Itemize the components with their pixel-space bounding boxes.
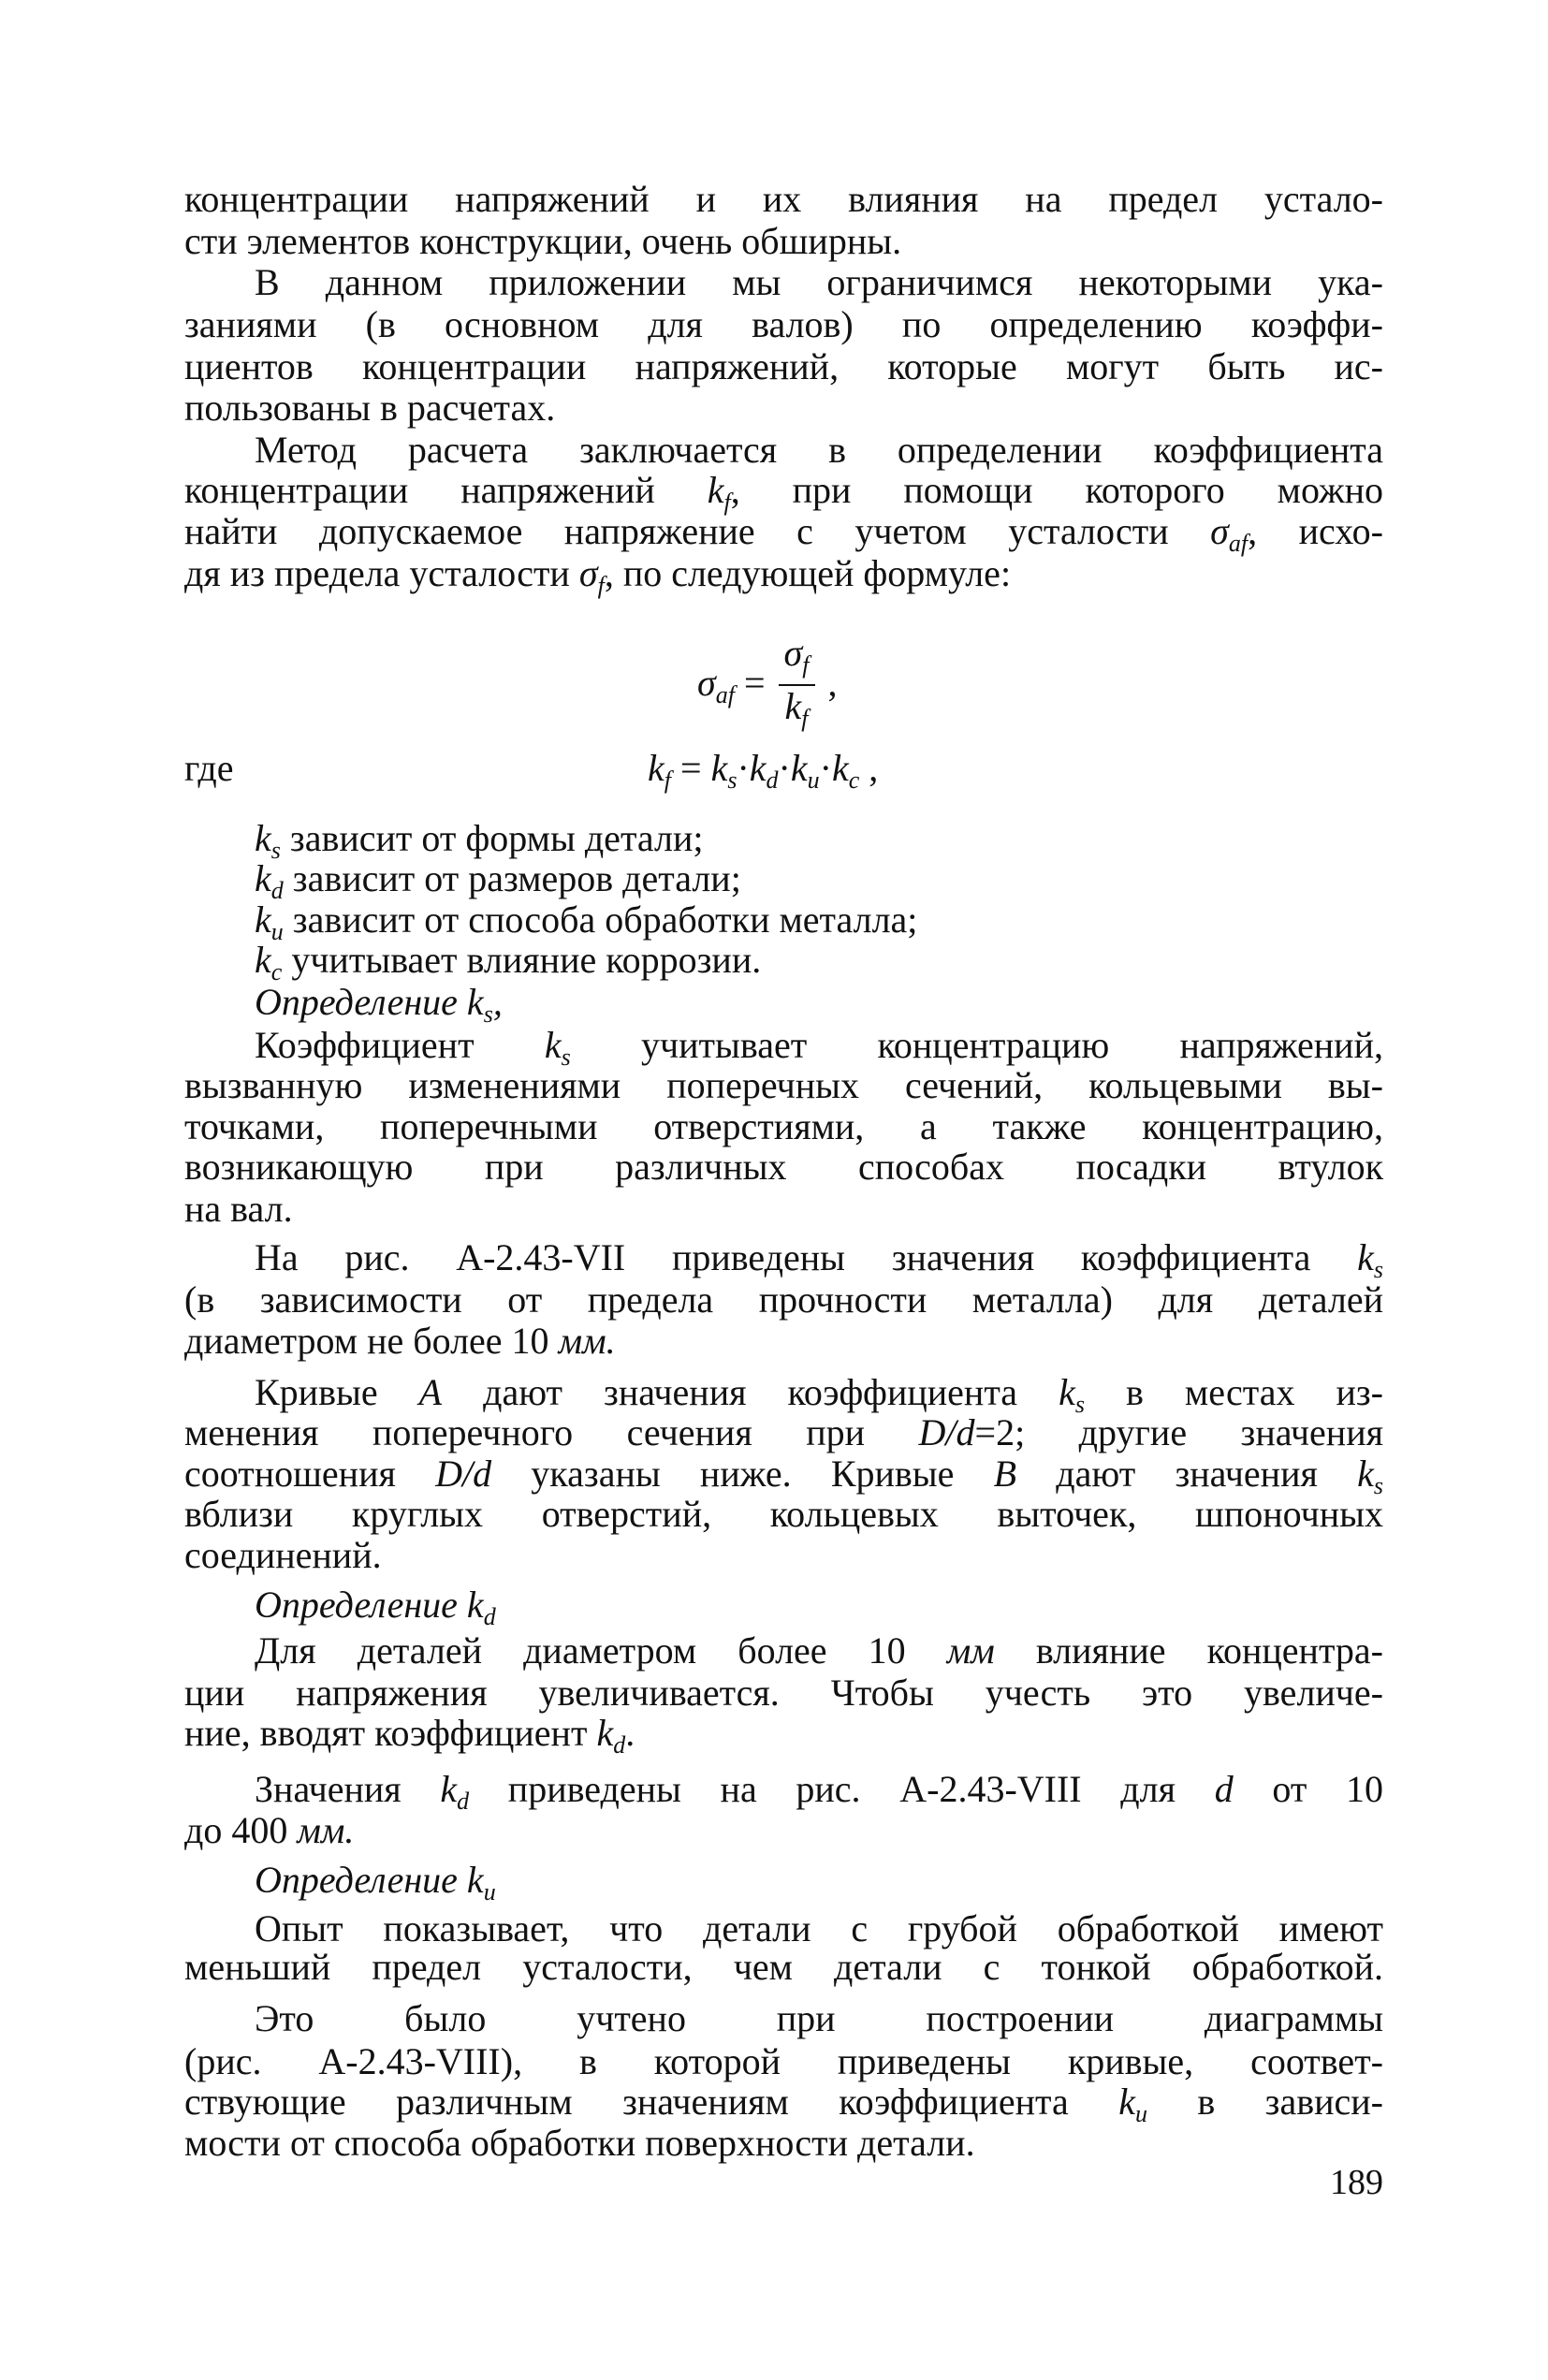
formula-allowable-stress: [697, 632, 838, 739]
sigma-symbol: σ: [697, 662, 716, 705]
text-line: [184, 469, 1383, 516]
text: зависит от формы детали;: [280, 817, 704, 859]
text: пользованы в расчетах.: [184, 387, 556, 429]
text-line: [184, 2081, 1384, 2127]
text: возникающую при различных способах посадки втулок: [184, 1146, 1383, 1188]
italic-text: k: [466, 981, 484, 1023]
text-line: [255, 981, 1383, 1028]
text-line: [184, 1453, 1383, 1499]
subscript: f: [664, 767, 671, 794]
text: (рис. A-2.43-VIII), в которой приведены кривые, соответ-: [184, 2040, 1383, 2082]
text-line: [184, 1946, 1383, 1989]
subscript: d: [766, 767, 779, 794]
text: Значения: [255, 1768, 441, 1810]
text: На рис. А-2.43-VII приведены значения коэффициента: [255, 1236, 1358, 1278]
text: концентрации напряжений: [184, 469, 708, 511]
comma: ,: [859, 747, 879, 789]
text: найти допускаемое напряжение с учетом усталости: [184, 510, 1211, 552]
text: ствующие различным значениям коэффициента: [184, 2081, 1119, 2123]
subscript: u: [1134, 2100, 1147, 2127]
subscript: s: [483, 1000, 493, 1028]
text-line: [184, 1278, 1383, 1321]
text: вблизи круглых отверстий, кольцевых выточек, шпоночных: [184, 1493, 1383, 1535]
italic-text: Определение: [255, 1859, 467, 1901]
text: дают значения коэффициента: [442, 1371, 1059, 1413]
subscript: f: [801, 705, 809, 732]
text: мости от способа обработки поверхности детали.: [184, 2122, 975, 2164]
text: в местах из-: [1084, 1371, 1383, 1413]
text-line: [255, 939, 1383, 986]
text-line: [255, 898, 1383, 945]
equals: =: [734, 662, 775, 705]
text: Коэффициент: [255, 1024, 545, 1066]
italic-text: k: [1357, 1236, 1374, 1278]
text: , по следующей формуле:: [604, 552, 1012, 594]
text-line: [255, 1859, 1383, 1905]
text-line: [184, 1146, 1383, 1189]
text: приведены на рис. A-2.43-VIII для: [469, 1768, 1215, 1810]
italic-text: k: [255, 898, 271, 941]
text: Это было учтено при построении диаграммы: [255, 1997, 1383, 2039]
italic-text: k: [440, 1768, 458, 1810]
text: диаметром не более 10: [184, 1320, 559, 1362]
italic-text: A: [418, 1371, 443, 1413]
text-line: [255, 1997, 1383, 2040]
text-line: [255, 1584, 1383, 1630]
subscript: d: [457, 1788, 470, 1815]
italic-text: k: [596, 1712, 614, 1754]
text-line: [255, 261, 1383, 304]
text: учитывает концентрацию напряжений,: [570, 1024, 1383, 1066]
formula-kf: [648, 747, 878, 802]
italic-text: ,: [492, 981, 503, 1023]
text: соединений.: [184, 1534, 382, 1576]
text-line: [184, 1712, 1383, 1759]
text-line: [184, 387, 1383, 430]
text-line: [184, 2122, 1383, 2165]
fraction: [779, 632, 815, 739]
subscript: af: [715, 681, 735, 709]
text-line: [184, 1188, 1383, 1231]
text: зависит от размеров детали;: [283, 857, 741, 899]
subscript: c: [270, 958, 283, 986]
text: влияние концентра-: [994, 1629, 1383, 1672]
denominator: [779, 686, 815, 739]
italic-text: σ: [578, 552, 598, 594]
italic-text: k: [1118, 2081, 1135, 2123]
page-number: 189: [1330, 2163, 1383, 2202]
sigma-symbol: σ: [783, 632, 803, 674]
dot: ·: [737, 747, 750, 789]
text-line: [255, 429, 1383, 472]
text: , исхо-: [1248, 510, 1383, 552]
text-line: [184, 1411, 1383, 1454]
text: ции напряжения увеличивается. Чтобы учесть это увеличе-: [184, 1672, 1383, 1714]
subscript: s: [1373, 1256, 1383, 1283]
text-line: [255, 1629, 1383, 1672]
italic-text: k: [466, 1584, 484, 1626]
k-symbol: k: [710, 747, 728, 789]
text: до 400: [184, 1809, 298, 1851]
text: концентрации напряжений и их влияния на предел устало-: [184, 178, 1383, 220]
text: ние, вводят коэффициент: [184, 1712, 597, 1754]
text-line: [255, 1768, 1383, 1815]
subscript: d: [270, 877, 284, 904]
italic-text: мм.: [558, 1320, 616, 1362]
text: Кривые: [255, 1371, 419, 1413]
k-symbol: k: [784, 685, 802, 727]
dot: ·: [819, 747, 832, 789]
text: =2; другие значения: [974, 1411, 1383, 1453]
subscript: s: [1074, 1391, 1085, 1418]
italic-text: D/d: [918, 1411, 975, 1453]
text: точками, поперечными отверстиями, а также концентрацию,: [184, 1105, 1383, 1147]
text: , при помощи которого можно: [730, 469, 1383, 511]
k-symbol: k: [648, 747, 664, 789]
subscript: u: [483, 1878, 496, 1905]
italic-text: мм.: [297, 1809, 355, 1851]
text-line: [184, 1809, 1383, 1852]
subscript: s: [727, 767, 737, 794]
text: Опыт показывает, что детали с грубой обработкой имеют: [255, 1907, 1383, 1949]
text: .: [625, 1712, 635, 1754]
text-line: [184, 552, 1383, 599]
subscript: d: [613, 1731, 626, 1759]
text: на вал.: [184, 1188, 293, 1230]
italic-text: Определение: [255, 1584, 467, 1626]
italic-text: k: [544, 1024, 562, 1066]
subscript: af: [1228, 530, 1249, 557]
subscript: d: [483, 1603, 496, 1630]
italic-text: k: [255, 939, 271, 981]
subscript: u: [807, 767, 820, 794]
italic-text: мм: [946, 1629, 995, 1672]
text: Для деталей диаметром более 10: [255, 1629, 947, 1672]
comma: ,: [818, 662, 838, 705]
text: учитывает влияние коррозии.: [282, 939, 762, 981]
italic-text: k: [707, 469, 724, 511]
text: (в зависимости от предела прочности металла) для деталей: [184, 1278, 1383, 1321]
text-line: [184, 303, 1383, 346]
text-line: [184, 1672, 1383, 1715]
italic-text: σ: [1210, 510, 1229, 552]
italic-text: d: [1214, 1768, 1234, 1810]
text-line: [255, 1907, 1383, 1950]
text: Метод расчета заключается в определении коэффициента: [255, 429, 1383, 471]
italic-text: B: [993, 1453, 1017, 1495]
text-line: [184, 220, 1383, 263]
italic-text: Определение: [255, 981, 467, 1023]
subscript: u: [270, 918, 284, 945]
italic-text: k: [466, 1859, 484, 1901]
text-line: [255, 1371, 1383, 1418]
text-line: [184, 1493, 1383, 1536]
text: менения поперечного сечения при: [184, 1411, 919, 1453]
text-line: [184, 2040, 1383, 2083]
text-line: [184, 1105, 1383, 1148]
text: от 10: [1233, 1768, 1383, 1810]
italic-text: D/d: [435, 1453, 492, 1495]
text-line: [184, 178, 1383, 221]
italic-text: k: [1059, 1371, 1075, 1413]
text: дя из предела усталости: [184, 552, 579, 594]
subscript: f: [723, 489, 731, 516]
text: вызванную изменениями поперечных сечений, кольцевыми вы-: [184, 1064, 1383, 1106]
where-label: где: [184, 747, 234, 789]
subscript: c: [848, 767, 860, 794]
text-line: [255, 817, 1383, 864]
k-symbol: k: [831, 747, 849, 789]
subscript: s: [270, 837, 281, 864]
text: соотношения: [184, 1453, 436, 1495]
text: дают значения: [1016, 1453, 1358, 1495]
text-line: [255, 857, 1383, 904]
text: заниями (в основном для валов) по определению коэффи-: [184, 303, 1383, 345]
italic-text: k: [255, 857, 271, 899]
text-line: [184, 345, 1383, 388]
text-line: [184, 1534, 1383, 1577]
k-symbol: k: [749, 747, 767, 789]
k-symbol: k: [790, 747, 808, 789]
text-line: [184, 1320, 1383, 1363]
text: В данном приложении мы ограничимся некоторыми ука-: [255, 261, 1383, 303]
subscript: s: [561, 1044, 571, 1071]
subscript: f: [802, 651, 810, 679]
text: меньший предел усталости, чем детали с тонкой обработкой.: [184, 1946, 1383, 1988]
numerator: [779, 632, 815, 686]
text: циентов концентрации напряжений, которые могут быть ис-: [184, 345, 1383, 387]
text: в зависи-: [1146, 2081, 1384, 2123]
text: указаны ниже. Кривые: [491, 1453, 994, 1495]
equals: =: [671, 747, 711, 789]
text-line: [255, 1236, 1383, 1283]
text-line: [184, 1064, 1383, 1107]
subscript: f: [597, 572, 605, 599]
text: сти элементов конструкции, очень обширны.: [184, 220, 902, 262]
text: зависит от способа обработки металла;: [283, 898, 918, 941]
text-line: [184, 510, 1383, 557]
dot: ·: [778, 747, 791, 789]
italic-text: k: [255, 817, 271, 859]
subscript: s: [1373, 1472, 1383, 1499]
text-line: [255, 1024, 1383, 1071]
italic-text: k: [1357, 1453, 1374, 1495]
